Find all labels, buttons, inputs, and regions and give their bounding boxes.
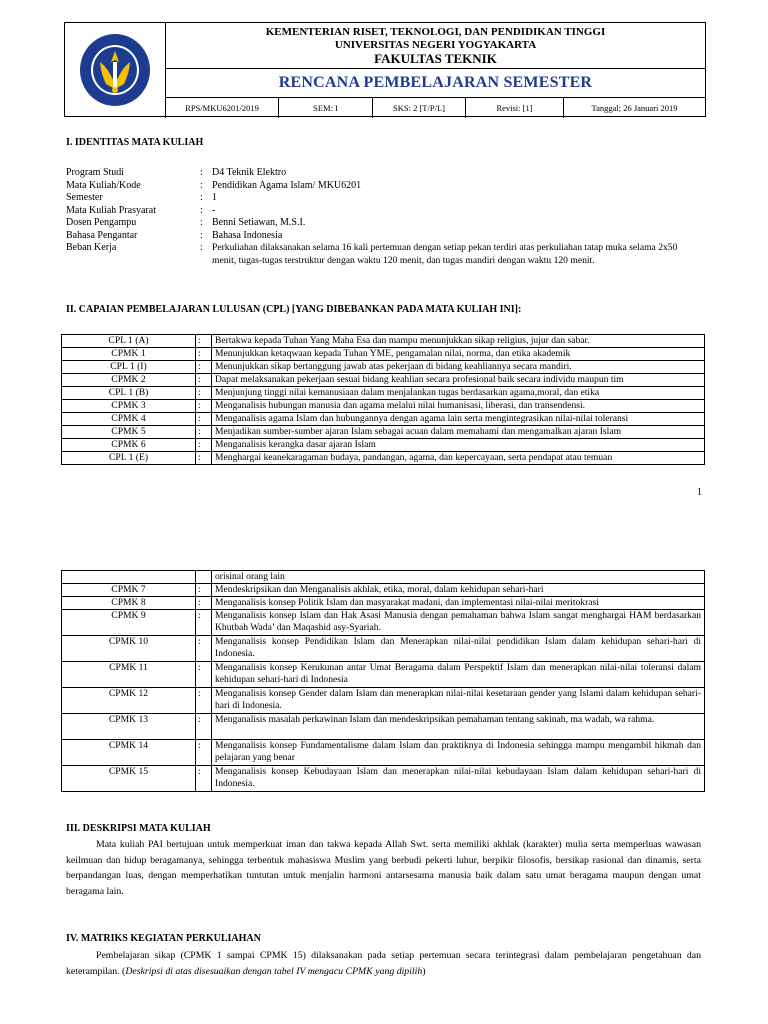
cpl-row — [62, 335, 705, 348]
cpl-code: CPMK 1 — [62, 348, 196, 361]
document-header — [64, 22, 706, 117]
cpl-description: Menganalisis konsep Gender dalam Islam dan menerapkan nilai-nilai kesetaraan gender yang Islami dalam kehidupan sehari-hari di Indonesia. — [212, 688, 705, 714]
cpl-description: Dapat melaksanakan pekerjaan sesuai bidang keahlian secara profesional baik secara individu maupun tim — [212, 374, 705, 387]
cpl-description: Menganalisis agama Islam dan hubungannya dengan agama lain serta mengintegrasikan nilai-nilai toleransi — [212, 413, 705, 426]
cpl-row — [62, 766, 705, 792]
meta-sks: SKS: 2 [T/P/L] — [373, 98, 466, 118]
cpl-row — [62, 387, 705, 400]
meta-semester: SEM: I — [279, 98, 373, 118]
activity-matrix-note: Deskripsi di atas disesuaikan dengan tabel IV mengacu CPMK yang dipilih — [125, 965, 423, 977]
section-2-title: II. CAPAIAN PEMBELAJARAN LULUSAN (CPL) [YANG DIBEBANKAN PADA MATA KULIAH INI]: — [66, 304, 522, 315]
identity-label: Program Studi — [66, 167, 125, 178]
cpl-colon: : — [196, 361, 212, 374]
faculty-name: FAKULTAS TEKNIK — [374, 51, 497, 66]
cpl-description: Menganalisis konsep Kerukunan antar Umat Beragama dalam Perspektif Islam dan menerapkan nilai-nilai toleransi dalam kehidupan sehari-hari di Indonesia — [212, 662, 705, 688]
cpl-colon: : — [196, 400, 212, 413]
identity-row: Semester : 1 — [66, 192, 686, 205]
cpl-colon: : — [196, 413, 212, 426]
identity-value: Perkuliahan dilaksanakan selama 16 kali pertemuan dengan setiap pekan terdiri atas perkuliahan tatap muka selama 2x50 menit, tugas-tugas terstruktur dengan waktu 120 menit, dan tugas mandiri dengan waktu 120 menit. — [212, 242, 678, 266]
cpl-code: CPL 1 (A) — [62, 335, 196, 348]
identity-label: Semester — [66, 192, 103, 203]
cpl-code: CPMK 8 — [62, 597, 196, 610]
cpl-colon: : — [196, 610, 212, 636]
cpl-row — [62, 571, 705, 584]
document-meta-row — [166, 97, 705, 118]
cpl-table — [61, 334, 705, 465]
identity-row: Bahasa Pengantar : Bahasa Indonesia — [66, 230, 686, 243]
cpl-row — [62, 584, 705, 597]
activity-matrix-text — [66, 948, 701, 979]
cpl-code: CPMK 4 — [62, 413, 196, 426]
document-title: RENCANA PEMBELAJARAN SEMESTER — [278, 74, 593, 91]
identity-value: 1 — [212, 192, 217, 203]
page-number: 1 — [697, 487, 702, 498]
identity-row: Dosen Pengampu : Benni Setiawan, M.S.I. — [66, 217, 686, 230]
cpl-description: Menganalisis konsep Islam dan Hak Asasi Manusia dengan pemahaman bahwa Islam sangat menghargai HAM berdasarkan Khutbah Wada’ dan Maqashid asy-Syariah. — [212, 610, 705, 636]
cpl-row — [62, 439, 705, 452]
university-logo — [78, 32, 152, 108]
cpl-description: Menganalisis masalah perkawinan Islam dan mendeskripsikan pemahaman tentang sakinah, ma wadah, wa rahma. — [212, 714, 705, 740]
cpl-description: Menjadikan sumber-sumber ajaran Islam sebagai acuan dalam memahami dan mengamalkan ajaran Islam — [212, 426, 705, 439]
cpl-row — [62, 426, 705, 439]
cpl-code: CPMK 12 — [62, 688, 196, 714]
identity-label: Dosen Pengampu — [66, 217, 137, 228]
cpl-code: CPL 1 (I) — [62, 361, 196, 374]
identity-value: D4 Teknik Elektro — [212, 167, 287, 178]
cpl-description: Menghargai keanekaragaman budaya, pandangan, agama, dan kepercayaan, serta pendapat atau temuan — [212, 452, 705, 465]
cpl-description: Mendeskripsikan dan Menganalisis akhlak, etika, moral, dalam kehidupan sehari-hari — [212, 584, 705, 597]
identity-row: Mata Kuliah/Kode : Pendidikan Agama Islam/ MKU6201 — [66, 180, 686, 193]
identity-row: Program Studi : D4 Teknik Elektro — [66, 167, 686, 180]
cpl-code: CPMK 14 — [62, 740, 196, 766]
cpl-description: Menganalisis konsep Pendidikan Islam dan Menerapkan nilai-nilai pendidikan Islam dalam kehidupan sehari-hari di Indonesia. — [212, 636, 705, 662]
cpl-code: CPMK 15 — [62, 766, 196, 792]
course-description — [66, 837, 701, 899]
cpl-code — [62, 571, 196, 584]
cpl-description: Bertakwa kepada Tuhan Yang Maha Esa dan mampu menunjukkan sikap religius, jujur dan sabar. — [212, 335, 705, 348]
cpl-row — [62, 610, 705, 636]
identity-label: Beban Kerja — [66, 242, 117, 253]
cpl-description: Menganalisis konsep Fundamentalisme dalam Islam dan praktiknya di Indonesia sehingga mampu mengambil hikmah dan pelajaran yang benar — [212, 740, 705, 766]
cpl-code: CPMK 9 — [62, 610, 196, 636]
ministry-name: KEMENTERIAN RISET, TEKNOLOGI, DAN PENDIDIKAN TINGGI — [265, 26, 606, 38]
cpl-colon: : — [196, 636, 212, 662]
cpl-row — [62, 740, 705, 766]
cpl-colon: : — [196, 387, 212, 400]
identity-label: Bahasa Pengantar — [66, 229, 138, 241]
meta-code: RPS/MKU6201/2019 — [166, 98, 279, 118]
identity-value: Bahasa Indonesia — [212, 229, 283, 241]
cpl-code: CPMK 13 — [62, 714, 196, 740]
identity-label: Mata Kuliah/Kode — [66, 179, 141, 191]
cpl-colon: : — [196, 439, 212, 452]
university-name: UNIVERSITAS NEGERI YOGYAKARTA — [334, 39, 537, 51]
identity-label: Mata Kuliah Prasyarat — [66, 204, 156, 216]
course-description-text: Mata kuliah PAI bertujuan untuk memperkuat iman dan takwa kepada Allah Swt. serta memiliki akhlak (karakter) mulia serta memperluas wawasan keilmuan dan hidup beragamanya, sehingga terbentuk mahasiswa Muslim yang berbudi pekerti luhur, berpikir filosofis, bersikap rasional dan dinamis, serta berpandangan luas, dengan memperhatikan tuntutan untuk menjalin harmoni antarsesama manusia baik dalam satu umat beragama maupun dengan umat beragama lain. — [66, 839, 701, 897]
cpl-row — [62, 361, 705, 374]
cpl-code: CPMK 11 — [62, 662, 196, 688]
cpl-description: Menunjukkan sikap bertanggung jawab atas pekerjaan di bidang keahliannya secara mandiri. — [212, 361, 705, 374]
meta-revision: Revisi: [1] — [466, 98, 564, 118]
cpl-code: CPMK 7 — [62, 584, 196, 597]
cpl-code: CPMK 2 — [62, 374, 196, 387]
cpl-colon: : — [196, 452, 212, 465]
identity-value: - — [212, 204, 216, 216]
identity-value: Benni Setiawan, M.S.I. — [212, 217, 306, 228]
cpl-code: CPL 1 (B) — [62, 387, 196, 400]
cpl-row — [62, 400, 705, 413]
cpl-colon: : — [196, 766, 212, 792]
cpl-colon: : — [196, 374, 212, 387]
cpl-colon: : — [196, 714, 212, 740]
cpl-description: Menganalisis hubungan manusia dan agama melalui nilai humanisasi, liberasi, dan transendensi. — [212, 400, 705, 413]
logo-cell — [65, 23, 166, 118]
cpl-row — [62, 597, 705, 610]
cpl-description: Menjunjung tinggi nilai kemanusiaan dalam menjalankan tugas berdasarkan agama,moral, dan etika — [212, 387, 705, 400]
cpl-table-continued — [61, 570, 705, 792]
cpl-description: Menganalisis konsep Kebudayaan Islam dan menerapkan nilai-nilai kebudayaan Islam dalam kehidupan sehari-hari di Indonesia. — [212, 766, 705, 792]
cpl-description: Menganalisis kerangka dasar ajaran Islam — [212, 439, 705, 452]
cpl-description: orisinal orang lain — [212, 571, 705, 584]
identity-list — [66, 167, 686, 268]
cpl-code: CPMK 10 — [62, 636, 196, 662]
cpl-colon — [196, 571, 212, 584]
cpl-description: Menunjukkan ketaqwaan kepada Tuhan YME, pengamalan nilai, norma, dan etika akademik — [212, 348, 705, 361]
cpl-row — [62, 662, 705, 688]
cpl-row — [62, 348, 705, 361]
cpl-row — [62, 636, 705, 662]
section-1-title: I. IDENTITAS MATA KULIAH — [66, 137, 204, 148]
identity-row: Mata Kuliah Prasyarat : - — [66, 205, 686, 218]
cpl-row — [62, 452, 705, 465]
cpl-row — [62, 714, 705, 740]
cpl-colon: : — [196, 426, 212, 439]
activity-matrix-close: ) — [422, 965, 426, 977]
section-4-title: IV. MATRIKS KEGIATAN PERKULIAHAN — [66, 933, 261, 944]
cpl-code: CPMK 3 — [62, 400, 196, 413]
cpl-colon: : — [196, 740, 212, 766]
cpl-colon: : — [196, 597, 212, 610]
cpl-colon: : — [196, 348, 212, 361]
identity-value: Pendidikan Agama Islam/ MKU6201 — [212, 179, 362, 191]
cpl-description: Menganalisis konsep Politik Islam dan masyarakat madani, dan implementasi nilai-nilai meritokrasi — [212, 597, 705, 610]
cpl-row — [62, 374, 705, 387]
cpl-colon: : — [196, 335, 212, 348]
cpl-row — [62, 688, 705, 714]
meta-date: Tanggal; 26 Januari 2019 — [591, 103, 678, 113]
cpl-code: CPMK 5 — [62, 426, 196, 439]
activity-matrix-body: Pembelajaran sikap (CPMK 1 sampai CPMK 15) dilaksanakan pada setiap pertemuan secara terintegrasi dalam pembelajaran pengetahuan dan keterampilan. ( — [66, 950, 701, 977]
identity-row: Beban Kerja : Perkuliahan dilaksanakan selama 16 kali pertemuan dengan setiap pekan terdiri atas perkuliahan tatap muka selama 2x50 menit, tugas-tugas terstruktur dengan waktu 120 menit, dan tugas mandiri dengan waktu 120 menit. — [66, 242, 686, 268]
cpl-colon: : — [196, 584, 212, 597]
section-3-title: III. DESKRIPSI MATA KULIAH — [66, 823, 211, 834]
cpl-colon: : — [196, 688, 212, 714]
cpl-code: CPL 1 (E) — [62, 452, 196, 465]
cpl-row — [62, 413, 705, 426]
cpl-colon: : — [196, 662, 212, 688]
cpl-code: CPMK 6 — [62, 439, 196, 452]
